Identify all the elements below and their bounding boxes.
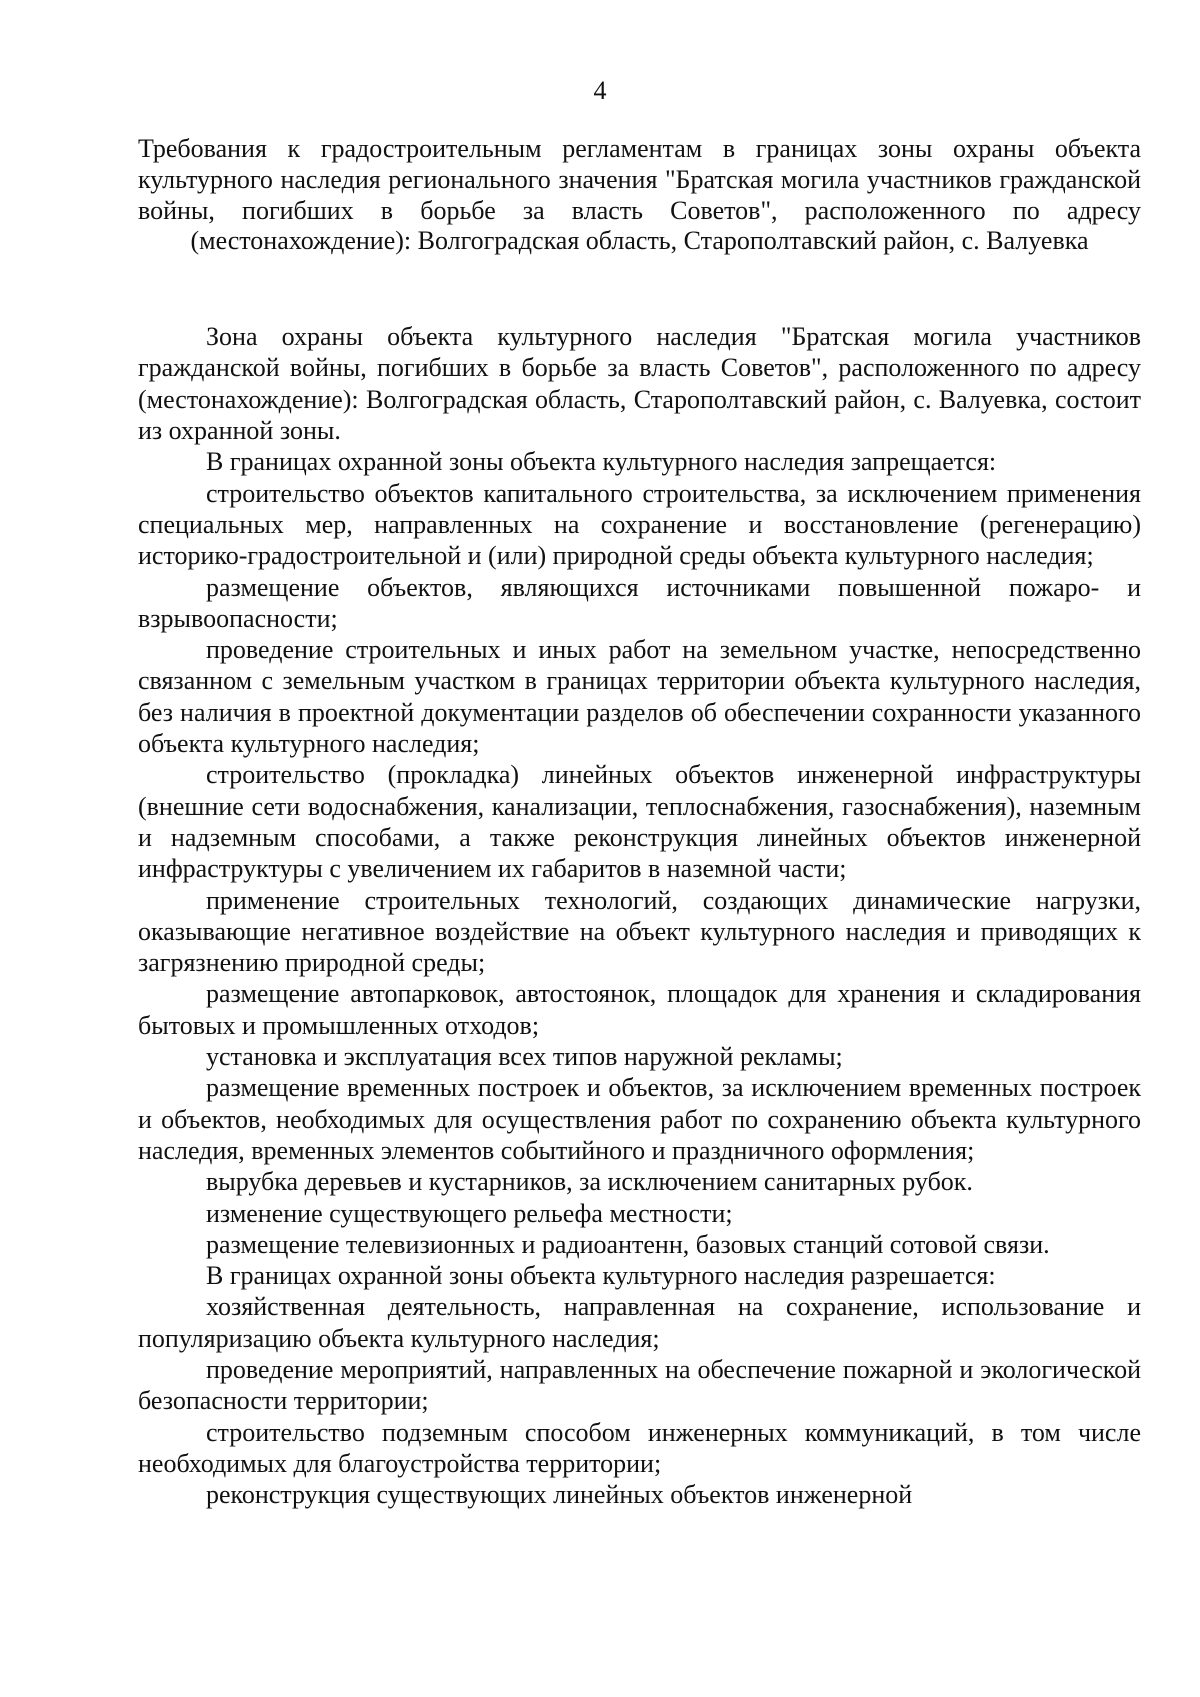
title-spacer xyxy=(138,257,1141,321)
paragraph-prohibited-advertising: установка и эксплуатация всех типов наружной рекламы; xyxy=(206,1042,843,1072)
paragraph-permitted-reconstruction: реконструкция существующих линейных объектов инженерной xyxy=(206,1480,913,1510)
document-title: Требования к градостроительным регламентам в границах зоны охраны объекта культурного наследия регионального значения "Братская могила участников гражданской войны, погибших в борьбе за власть Советов", расположенного по адресу (местонахождение): Волгоградская область, Старополтавский район, с. Валуевка xyxy=(138,134,1141,256)
paragraph-permitted-heading: В границах охранной зоны объекта культурного наследия разрешается: xyxy=(206,1261,996,1291)
paragraph-zone-composition: Зона охраны объекта культурного наследия "Братская могила участников гражданской войны, погибших в борьбе за власть Советов", расположенного по адресу (местонахождение): Волгоградская область, Старополтавский район, с. Валуевка, состоит из охранной зоны. xyxy=(138,322,1141,446)
paragraph-prohibited-linear-objects: строительство (прокладка) линейных объектов инженерной инфраструктуры (внешние сети водоснабжения, канализации, теплоснабжения, газоснабжения), наземным и надземным способами, а также реконструкция линейных объектов инженерной инфраструктуры с увеличением их габаритов в наземной части; xyxy=(138,760,1141,884)
paragraph-prohibited-tree-felling: вырубка деревьев и кустарников, за исключением санитарных рубок. xyxy=(206,1167,973,1197)
paragraph-permitted-safety-measures: проведение мероприятий, направленных на обеспечение пожарной и экологической безопасности территории; xyxy=(138,1354,1141,1416)
paragraph-prohibited-works-without-docs: проведение строительных и иных работ на земельном участке, непосредственно связанном с земельным участком в границах территории объекта культурного наследия, без наличия в проектной документации разделов об обеспечении сохранности указанного объекта культурного наследия; xyxy=(138,635,1141,759)
paragraph-prohibited-temporary-buildings: размещение временных построек и объектов, за исключением временных построек и объектов, необходимых для осуществления работ по сохранению объекта культурного наследия, временных элементов событийного и праздничного оформления; xyxy=(138,1073,1141,1165)
page-number: 4 xyxy=(593,76,607,105)
document-body xyxy=(138,134,1141,1510)
paragraph-prohibited-dynamic-loads: применение строительных технологий, создающих динамические нагрузки, оказывающие негативное воздействие на объект культурного наследия и приводящих к загрязнению природной среды; xyxy=(138,885,1141,978)
paragraph-prohibited-relief-change: изменение существующего рельефа местности; xyxy=(206,1198,733,1228)
paragraph-permitted-economic-activity: хозяйственная деятельность, направленная на сохранение, использование и популяризацию объекта культурного наследия; xyxy=(138,1292,1141,1353)
paragraph-prohibited-heading: В границах охранной зоны объекта культурного наследия запрещается: xyxy=(206,447,997,477)
paragraph-prohibited-parking-waste: размещение автопарковок, автостоянок, площадок для хранения и складирования бытовых и промышленных отходов; xyxy=(138,979,1141,1040)
paragraph-prohibited-antennas: размещение телевизионных и радиоантенн, базовых станций сотовой связи. xyxy=(206,1229,1050,1259)
paragraph-prohibited-capital-construction: строительство объектов капитального строительства, за исключением применения специальных мер, направленных на сохранение и восстановление (регенерацию) историко-градостроительной и (или) природной среды объекта культурного наследия; xyxy=(138,478,1141,571)
paragraph-prohibited-hazard-objects: размещение объектов, являющихся источниками повышенной пожаро- и взрывоопасности; xyxy=(138,572,1141,633)
paragraph-permitted-underground-construction: строительство подземным способом инженерных коммуникаций, в том числе необходимых для благоустройства территории; xyxy=(138,1417,1141,1478)
